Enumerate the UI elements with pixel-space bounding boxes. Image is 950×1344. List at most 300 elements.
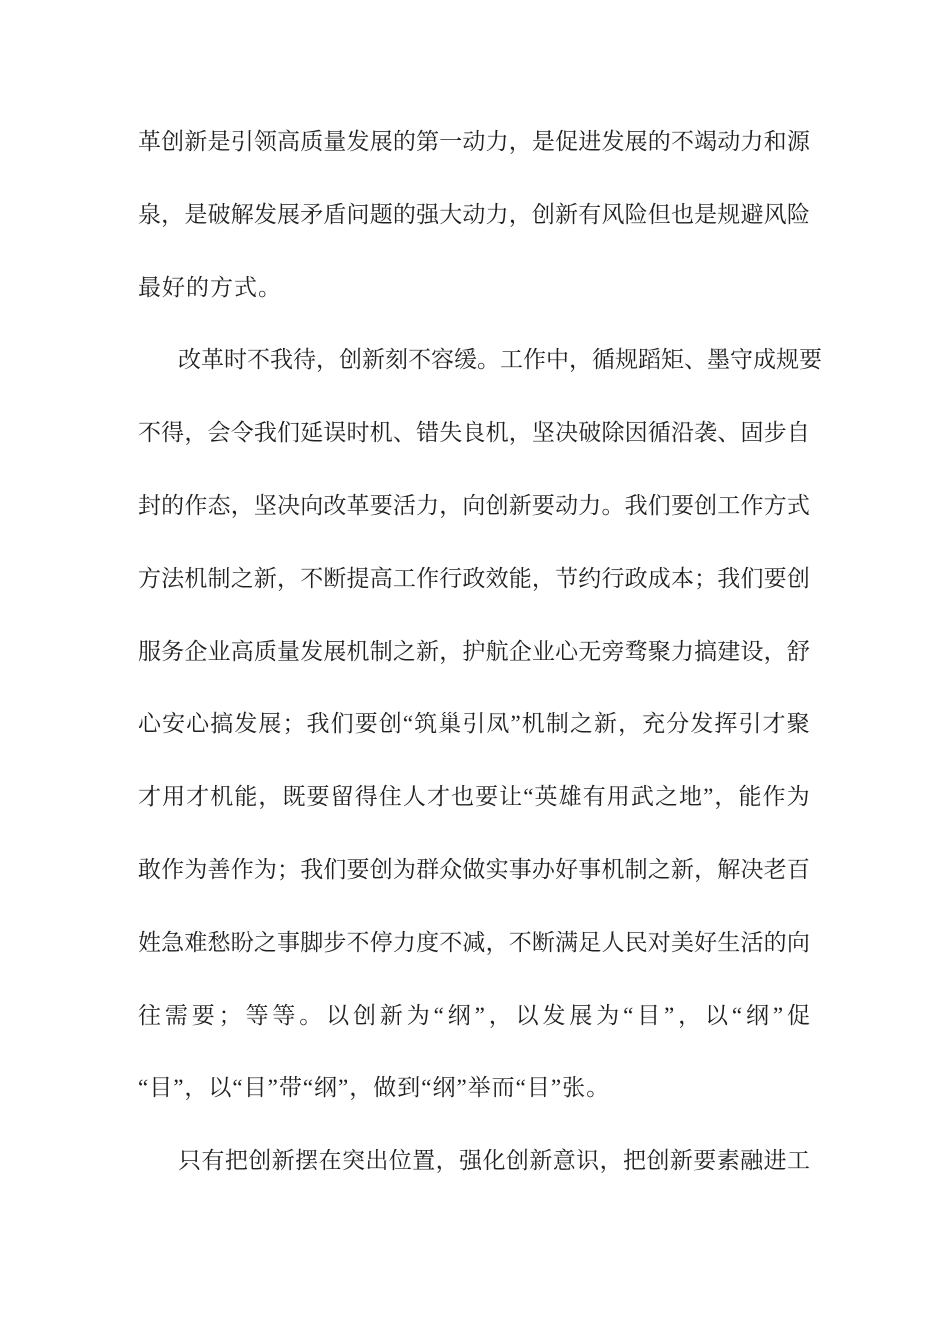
- text-line: [138, 397, 810, 470]
- character: 们: [330, 711, 354, 737]
- character: 用: [606, 784, 630, 810]
- character: 得: [354, 784, 378, 810]
- character: ，: [485, 929, 509, 955]
- character: 时: [346, 420, 370, 446]
- character: 之: [230, 565, 254, 591]
- character: 。: [477, 347, 500, 373]
- character: ，: [618, 711, 642, 737]
- character: 才: [186, 784, 210, 810]
- character: 雄: [558, 784, 582, 810]
- text-line: [138, 761, 810, 834]
- character: 的: [392, 201, 416, 227]
- character: 纲: [447, 1002, 471, 1028]
- character: 融: [740, 1148, 764, 1174]
- character: 方: [763, 492, 787, 518]
- character: 创: [646, 1148, 670, 1174]
- character: 机: [601, 856, 625, 882]
- character: 生: [717, 929, 741, 955]
- character: 规: [615, 347, 638, 373]
- character: 坚: [253, 492, 277, 518]
- character: 政: [624, 565, 648, 591]
- character: 出: [365, 1148, 389, 1174]
- character: 人: [601, 929, 625, 955]
- character: 但: [647, 201, 671, 227]
- character: 有: [201, 1148, 225, 1174]
- character: 之: [392, 638, 416, 664]
- character: 新: [529, 1148, 553, 1174]
- character: 心: [138, 711, 161, 737]
- character: 促: [786, 1002, 810, 1028]
- character: 工: [500, 347, 523, 373]
- text-line: [138, 106, 810, 179]
- character: 设: [740, 638, 764, 664]
- character: 断: [531, 929, 555, 955]
- character: 才: [138, 784, 161, 810]
- character: 领: [253, 129, 277, 154]
- character: 制: [624, 856, 648, 882]
- character: 素: [716, 1148, 740, 1174]
- character: 创: [531, 201, 555, 227]
- character: 失: [439, 420, 463, 446]
- character: ；: [282, 711, 306, 737]
- character: 沿: [670, 420, 694, 446]
- character: 创: [505, 1148, 529, 1174]
- character: 、: [717, 420, 741, 446]
- character: 往: [138, 1002, 161, 1028]
- character: 制: [369, 638, 393, 664]
- character: 新: [555, 201, 579, 227]
- character: 进: [578, 129, 602, 154]
- character: 心: [555, 638, 579, 664]
- character: 不: [138, 420, 161, 446]
- character: 行: [601, 565, 625, 591]
- character: 突: [341, 1148, 365, 1174]
- character: 延: [300, 420, 324, 446]
- character: 要: [799, 347, 822, 373]
- character: 事: [578, 856, 602, 882]
- character: 提: [346, 565, 370, 591]
- character: 时: [224, 347, 247, 373]
- character: 武: [630, 784, 654, 810]
- paragraph: [138, 106, 810, 324]
- character: ，: [316, 347, 339, 373]
- character: 引: [462, 711, 486, 737]
- character: 题: [369, 201, 393, 227]
- character: 聚: [647, 638, 671, 664]
- character: 事: [508, 856, 532, 882]
- character: 安: [162, 711, 186, 737]
- character: 高: [277, 129, 301, 154]
- character: 新: [670, 856, 694, 882]
- character: 心: [186, 711, 210, 737]
- character: 做: [462, 856, 486, 882]
- character: 不: [408, 347, 431, 373]
- character: 作: [416, 565, 440, 591]
- character: 地: [679, 784, 703, 810]
- character: 动: [717, 129, 741, 154]
- character: 目: [637, 1002, 661, 1028]
- character: 方: [138, 565, 161, 591]
- character: 众: [439, 856, 463, 882]
- character: 创: [786, 565, 810, 591]
- character: 除: [601, 420, 625, 446]
- character: 刻: [385, 347, 408, 373]
- character: 一: [439, 129, 463, 154]
- character: 置: [412, 1148, 436, 1174]
- character: 企: [508, 638, 532, 664]
- character: ，: [161, 201, 185, 227]
- character: 新: [362, 347, 385, 373]
- character: 展: [258, 711, 282, 737]
- character: 强: [416, 201, 440, 227]
- character: 工: [786, 1148, 810, 1174]
- character: 创: [369, 856, 393, 882]
- character: ”: [664, 1002, 675, 1028]
- character: 机: [369, 420, 393, 446]
- text-line: [138, 834, 810, 907]
- character: 新: [253, 565, 277, 591]
- character: 力: [485, 201, 509, 227]
- character: 不: [300, 565, 324, 591]
- character: 护: [462, 638, 486, 664]
- character: 解: [717, 856, 741, 882]
- character: 力: [416, 492, 440, 518]
- character: 坚: [531, 420, 555, 446]
- character: 只: [178, 1148, 201, 1174]
- character: 不: [346, 929, 370, 955]
- character: 作: [740, 492, 764, 518]
- character: 纲: [745, 1002, 769, 1028]
- character: 避: [740, 201, 764, 227]
- character: 成: [647, 565, 671, 591]
- character: 要: [693, 1148, 717, 1174]
- character: 向: [462, 492, 486, 518]
- character: 循: [592, 347, 615, 373]
- paragraph: [138, 324, 822, 1125]
- character: 矩: [661, 347, 684, 373]
- character: ”: [474, 1002, 485, 1028]
- character: 好: [555, 856, 579, 882]
- character: 能: [508, 565, 532, 591]
- character: 之: [569, 711, 593, 737]
- character: 作: [762, 784, 786, 810]
- character: 破: [207, 201, 231, 227]
- character: 有: [582, 784, 606, 810]
- text-line: [138, 616, 810, 689]
- character: “: [731, 1002, 743, 1028]
- character: 对: [647, 929, 671, 955]
- character: 循: [647, 420, 671, 446]
- character: 活: [740, 929, 764, 955]
- character: 以: [326, 1002, 350, 1028]
- character: 我: [717, 565, 741, 591]
- character: 摆: [295, 1148, 319, 1174]
- character: 高: [369, 565, 393, 591]
- character: 企: [184, 638, 208, 664]
- character: 为: [184, 856, 208, 882]
- character: 在: [318, 1148, 342, 1174]
- character: 袭: [694, 420, 718, 446]
- character: 法: [161, 565, 185, 591]
- character: 源: [786, 129, 810, 154]
- character: ，: [488, 1002, 512, 1028]
- character: 要: [369, 492, 393, 518]
- character: ，: [439, 492, 463, 518]
- character: 力: [740, 129, 764, 154]
- character: 作: [184, 492, 208, 518]
- character: 、: [392, 420, 416, 446]
- character: ；: [694, 565, 718, 591]
- character: ，: [763, 638, 787, 664]
- character: 新: [416, 638, 440, 664]
- character: 高: [230, 638, 254, 664]
- character: 展: [323, 638, 347, 664]
- character: 骛: [624, 638, 648, 664]
- character: 我: [300, 856, 324, 882]
- character: 急: [161, 929, 185, 955]
- character: 分: [666, 711, 690, 737]
- character: 务: [161, 638, 185, 664]
- character: 错: [416, 420, 440, 446]
- character: 和: [763, 129, 787, 154]
- character: 航: [485, 638, 509, 664]
- character: 百: [786, 856, 810, 882]
- character: 。: [601, 492, 625, 518]
- character: 固: [740, 420, 764, 446]
- character: 引: [738, 711, 762, 737]
- character: 我: [270, 347, 293, 373]
- character: 为: [392, 856, 416, 882]
- character: 办: [531, 856, 555, 882]
- character: 发: [601, 129, 625, 154]
- character: 行: [439, 565, 463, 591]
- paragraph: [138, 1125, 810, 1198]
- text-line: [138, 543, 810, 616]
- character: 是: [207, 129, 231, 154]
- character: 为: [596, 1002, 620, 1028]
- character: 留: [330, 784, 354, 810]
- character: 创: [485, 492, 509, 518]
- text-line: [138, 980, 810, 1053]
- character: ”: [510, 711, 521, 737]
- character: 质: [300, 129, 324, 154]
- character: 英: [534, 784, 558, 810]
- character: ，: [277, 565, 301, 591]
- character: 问: [346, 201, 370, 227]
- character: 创: [378, 711, 402, 737]
- character: 机: [184, 565, 208, 591]
- character: 量: [323, 129, 347, 154]
- character: 力: [578, 492, 602, 518]
- character: 也: [670, 201, 694, 227]
- character: 矛: [300, 201, 324, 227]
- character: 新: [508, 492, 532, 518]
- character: ；: [277, 856, 301, 882]
- character: 作: [230, 856, 254, 882]
- text-line: [138, 324, 822, 397]
- character: 发: [542, 1002, 566, 1028]
- character: 险: [786, 201, 810, 227]
- character: 机: [210, 784, 234, 810]
- character: 风: [763, 201, 787, 227]
- character: ，: [531, 565, 555, 591]
- character: ，: [435, 1148, 459, 1174]
- character: 量: [277, 638, 301, 664]
- character: ，: [694, 856, 718, 882]
- character: 动: [555, 492, 579, 518]
- character: 展: [624, 129, 648, 154]
- character: 要: [191, 1002, 215, 1028]
- character: 决: [277, 492, 301, 518]
- character: ，: [230, 492, 254, 518]
- character: 工: [717, 492, 741, 518]
- character: 等: [272, 1002, 296, 1028]
- character: ；: [218, 1002, 242, 1028]
- character: 巢: [438, 711, 462, 737]
- character: 我: [253, 420, 277, 446]
- character: 式: [786, 492, 810, 518]
- character: 工: [392, 565, 416, 591]
- character: 封: [138, 492, 161, 518]
- character: 以: [705, 1002, 728, 1028]
- character: 停: [369, 929, 393, 955]
- character: 展: [569, 1002, 593, 1028]
- character: 创: [339, 347, 362, 373]
- character: 为: [253, 856, 277, 882]
- character: 引: [230, 129, 254, 154]
- character: 步: [323, 929, 347, 955]
- character: 得: [161, 420, 185, 446]
- character: 向: [300, 492, 324, 518]
- character: 服: [138, 638, 161, 664]
- character: 良: [462, 420, 486, 446]
- character: 既: [282, 784, 306, 810]
- character: 之: [647, 856, 671, 882]
- character: 决: [740, 856, 764, 882]
- character: 我: [306, 711, 330, 737]
- text-block: [138, 106, 822, 1198]
- character: 革: [201, 347, 224, 373]
- character: 发: [234, 711, 258, 737]
- character: 要: [531, 492, 555, 518]
- character: 新: [379, 1002, 403, 1028]
- character: 为: [786, 784, 810, 810]
- character: 之: [654, 784, 678, 810]
- character: 之: [253, 929, 277, 955]
- character: ”: [772, 1002, 784, 1028]
- character: 发: [690, 711, 714, 737]
- character: 好: [694, 929, 718, 955]
- character: 守: [730, 347, 753, 373]
- character: 误: [323, 420, 347, 446]
- text-line: [138, 688, 810, 761]
- character: ，: [599, 1148, 623, 1174]
- character: 们: [740, 565, 764, 591]
- character: 泉: [138, 201, 161, 227]
- character: 活: [392, 492, 416, 518]
- character: 创: [353, 1002, 376, 1028]
- character: ，: [508, 129, 532, 154]
- character: 要: [306, 784, 330, 810]
- character: 建: [717, 638, 741, 664]
- character: 促: [555, 129, 579, 154]
- character: 革: [346, 492, 370, 518]
- character: 才: [762, 711, 786, 737]
- character: 老: [763, 856, 787, 882]
- text-line: 最好的方式。: [138, 274, 282, 300]
- character: 能: [738, 784, 762, 810]
- character: 政: [462, 565, 486, 591]
- character: 约: [578, 565, 602, 591]
- character: 大: [439, 201, 463, 227]
- character: 力: [670, 638, 694, 664]
- character: 。: [299, 1002, 323, 1028]
- character: 位: [388, 1148, 412, 1174]
- character: ，: [678, 1002, 702, 1028]
- character: 力: [392, 929, 416, 955]
- character: 第: [416, 129, 440, 154]
- character: 我: [624, 492, 648, 518]
- character: 盼: [230, 929, 254, 955]
- character: 本: [670, 565, 694, 591]
- character: 作: [161, 856, 185, 882]
- character: 机: [485, 420, 509, 446]
- character: ，: [184, 420, 208, 446]
- character: 脚: [300, 929, 324, 955]
- text-line: [138, 1125, 810, 1198]
- character: 是: [531, 129, 555, 154]
- character: ”: [703, 784, 714, 810]
- character: 发: [300, 638, 324, 664]
- character: ，: [569, 347, 592, 373]
- character: 创: [161, 129, 185, 154]
- character: 不: [247, 347, 270, 373]
- character: 待: [293, 347, 316, 373]
- character: 制: [207, 565, 231, 591]
- character: 们: [277, 420, 301, 446]
- character: 需: [164, 1002, 188, 1028]
- character: “: [623, 1002, 634, 1028]
- character: 群: [416, 856, 440, 882]
- character: 搞: [210, 711, 234, 737]
- character: 创: [248, 1148, 272, 1174]
- character: 强: [459, 1148, 483, 1174]
- character: 的: [161, 492, 185, 518]
- character: 挥: [714, 711, 738, 737]
- character: 展: [369, 129, 393, 154]
- character: 善: [207, 856, 231, 882]
- character: 要: [346, 856, 370, 882]
- character: 们: [647, 492, 671, 518]
- character: ，: [439, 638, 463, 664]
- character: 有: [578, 201, 602, 227]
- character: 作: [523, 347, 546, 373]
- character: 会: [207, 420, 231, 446]
- character: 敢: [138, 856, 161, 882]
- character: 要: [670, 492, 694, 518]
- text-line: [138, 179, 810, 252]
- character: 的: [647, 129, 671, 154]
- character: 中: [546, 347, 569, 373]
- character: ，: [508, 420, 532, 446]
- character: 破: [578, 420, 602, 446]
- character: 要: [763, 565, 787, 591]
- character: 凤: [486, 711, 510, 737]
- character: 效: [485, 565, 509, 591]
- character: 规: [776, 347, 799, 373]
- character: 自: [786, 420, 810, 446]
- character: 不: [439, 929, 463, 955]
